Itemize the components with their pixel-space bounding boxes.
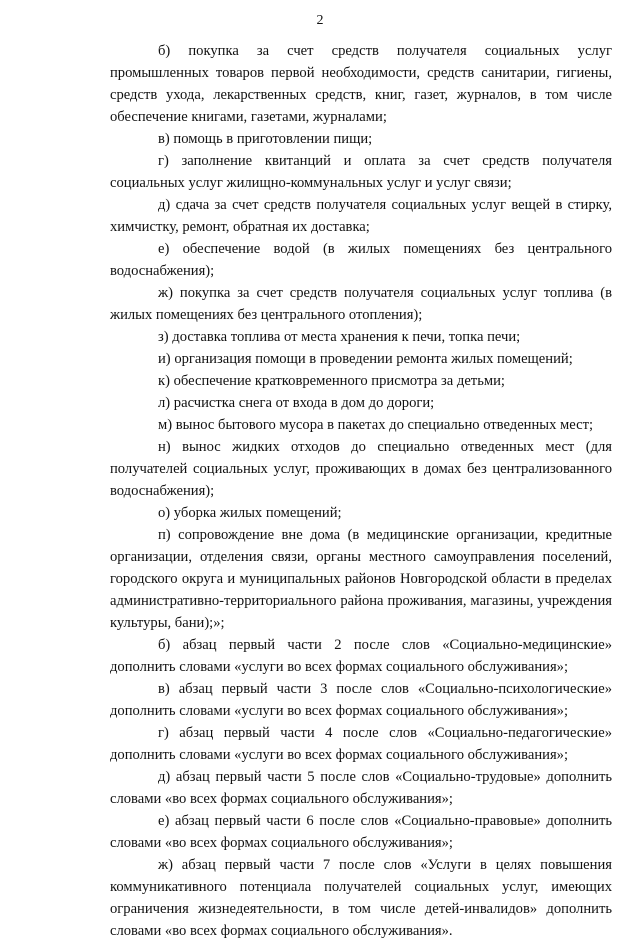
paragraph-e-part-6: е) абзац первый части 6 после слов «Социально-правовые» дополнить словами «во всех формах социального обслуживания»; — [110, 813, 612, 851]
paragraph-i-repair: и) организация помощи в проведении ремонта жилых помещений; — [158, 351, 573, 367]
document-body — [110, 40, 612, 942]
paragraph-zh-part-7: ж) абзац первый части 7 после слов «Услуги в целях повышения коммуникативного потенциала получателей социальных услуг, имеющих ограничения жизнедеятельности, в том числе детей-инвалидов» дополнить словами «во всех формах социального обслуживания». — [110, 857, 612, 939]
paragraph-zh-fuel: ж) покупка за счет средств получателя социальных услуг топлива (в жилых помещениях без центрального отопления); — [110, 285, 612, 323]
paragraph-o-cleaning: о) уборка жилых помещений; — [158, 505, 342, 521]
paragraph-k-childcare: к) обеспечение кратковременного присмотра за детьми; — [158, 373, 505, 389]
paragraph-b-purchase-goods: б) покупка за счет средств получателя социальных услуг промышленных товаров первой необходимости, средств санитарии, гигиены, средств ухода, лекарственных средств, книг, газет, журналов, в том числе обеспечение книгами, газетами, журналами; — [110, 43, 612, 125]
paragraph-n-liquid-waste: н) вынос жидких отходов до специально отведенных мест (для получателей социальных услуг, проживающих в домах без централизованного водоснабжения); — [110, 439, 612, 499]
page-number: 2 — [316, 13, 324, 28]
paragraph-b-part-2: б) абзац первый части 2 после слов «Социально-медицинские» дополнить словами «услуги во всех формах социального обслуживания»; — [110, 637, 612, 675]
paragraph-d-part-5: д) абзац первый части 5 после слов «Социально-трудовые» дополнить словами «во всех формах социального обслуживания»; — [110, 769, 612, 807]
paragraph-g-part-4: г) абзац первый части 4 после слов «Социально-педагогические» дополнить словами «услуги во всех формах социального обслуживания»; — [110, 725, 612, 763]
paragraph-g-receipts: г) заполнение квитанций и оплата за счет средств получателя социальных услуг жилищно-коммунальных услуг и услуг связи; — [110, 153, 612, 191]
paragraph-e-water: е) обеспечение водой (в жилых помещениях без центрального водоснабжения); — [110, 241, 612, 279]
paragraph-v-cooking-help: в) помощь в приготовлении пищи; — [158, 131, 373, 147]
paragraph-p-escort: п) сопровождение вне дома (в медицинские организации, кредитные организации, отделения связи, органы местного самоуправления поселений, городского округа и муниципальных районов Новгородской области в пределах административно-территориального района проживания, магазины, учреждения культуры, бани);»; — [110, 527, 612, 631]
paragraph-m-garbage: м) вынос бытового мусора в пакетах до специально отведенных мест; — [158, 417, 594, 433]
paragraph-z-fuel-delivery: з) доставка топлива от места хранения к печи, топка печи; — [158, 329, 521, 345]
paragraph-l-snow: л) расчистка снега от входа в дом до дороги; — [158, 395, 435, 411]
paragraph-d-laundry: д) сдача за счет средств получателя социальных услуг вещей в стирку, химчистку, ремонт, обратная их доставка; — [110, 197, 612, 235]
paragraph-v-part-3: в) абзац первый части 3 после слов «Социально-психологические» дополнить словами «услуги во всех формах социального обслуживания»; — [110, 681, 612, 719]
